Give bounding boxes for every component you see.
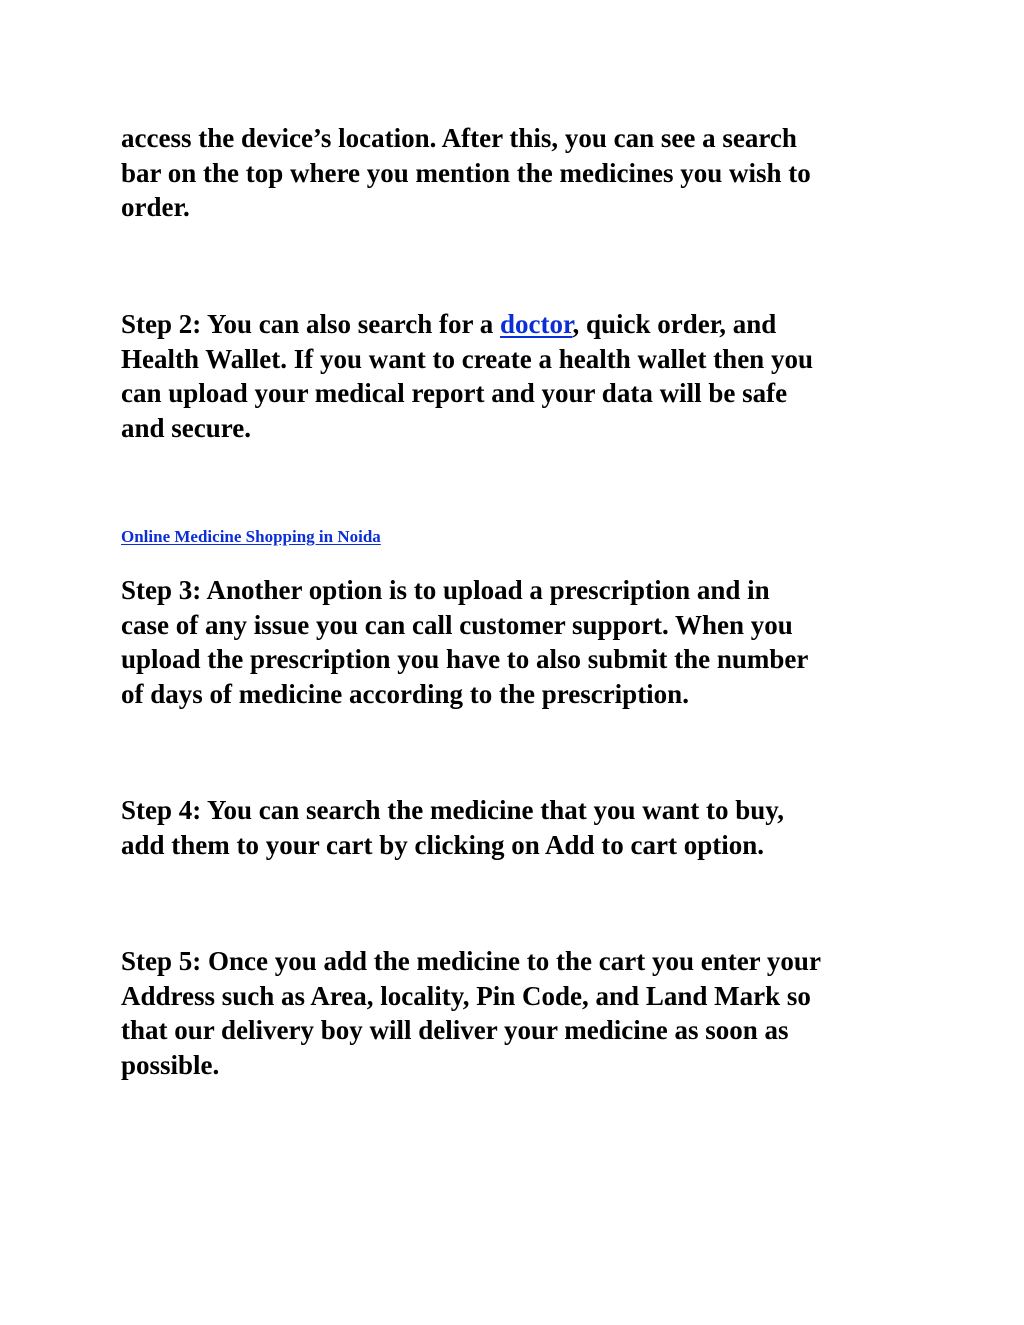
text-line: can upload your medical report and your data will be safe [121,378,788,409]
text-line: access the device’s location. After this, you can see a search [121,123,797,153]
step-4-paragraph [121,793,921,862]
intro-paragraph [121,121,921,225]
text-line: that our delivery boy will deliver your medicine as soon as [121,1015,789,1046]
text-line: Address such as Area, locality, Pin Code, and Land Mark so [121,980,811,1011]
step-2-text-before-link: Step 2: You can also search for a [121,309,501,339]
text-line: of days of medicine according to the prescription. [121,679,689,710]
text-line: Step 5: Once you add the medicine to the cart you enter your [121,946,821,976]
text-line: bar on the top where you mention the medicines you wish to [121,157,811,188]
text-line: and secure. [121,413,252,444]
step-3-paragraph [121,573,921,712]
text-line: add them to your cart by clicking on Add to cart option. [121,829,765,860]
step-2-paragraph [121,307,921,446]
text-line: Health Wallet. If you want to create a health wallet then you [121,343,813,374]
text-line [121,307,921,342]
text-line: Step 4: You can search the medicine that you want to buy, [121,795,785,825]
doctor-link[interactable]: doctor [500,309,573,339]
step-5-paragraph [121,944,921,1083]
online-medicine-shopping-link[interactable]: Online Medicine Shopping in Noida [121,527,381,546]
text-line: possible. [121,1050,220,1081]
text-line: upload the prescription you have to also submit the number [121,644,809,675]
step-2-text-after-link: , quick order, and [572,309,777,339]
text-line: order. [121,192,190,223]
text-line: Step 3: Another option is to upload a prescription and in [121,575,770,605]
text-line: case of any issue you can call customer support. When you [121,609,793,640]
